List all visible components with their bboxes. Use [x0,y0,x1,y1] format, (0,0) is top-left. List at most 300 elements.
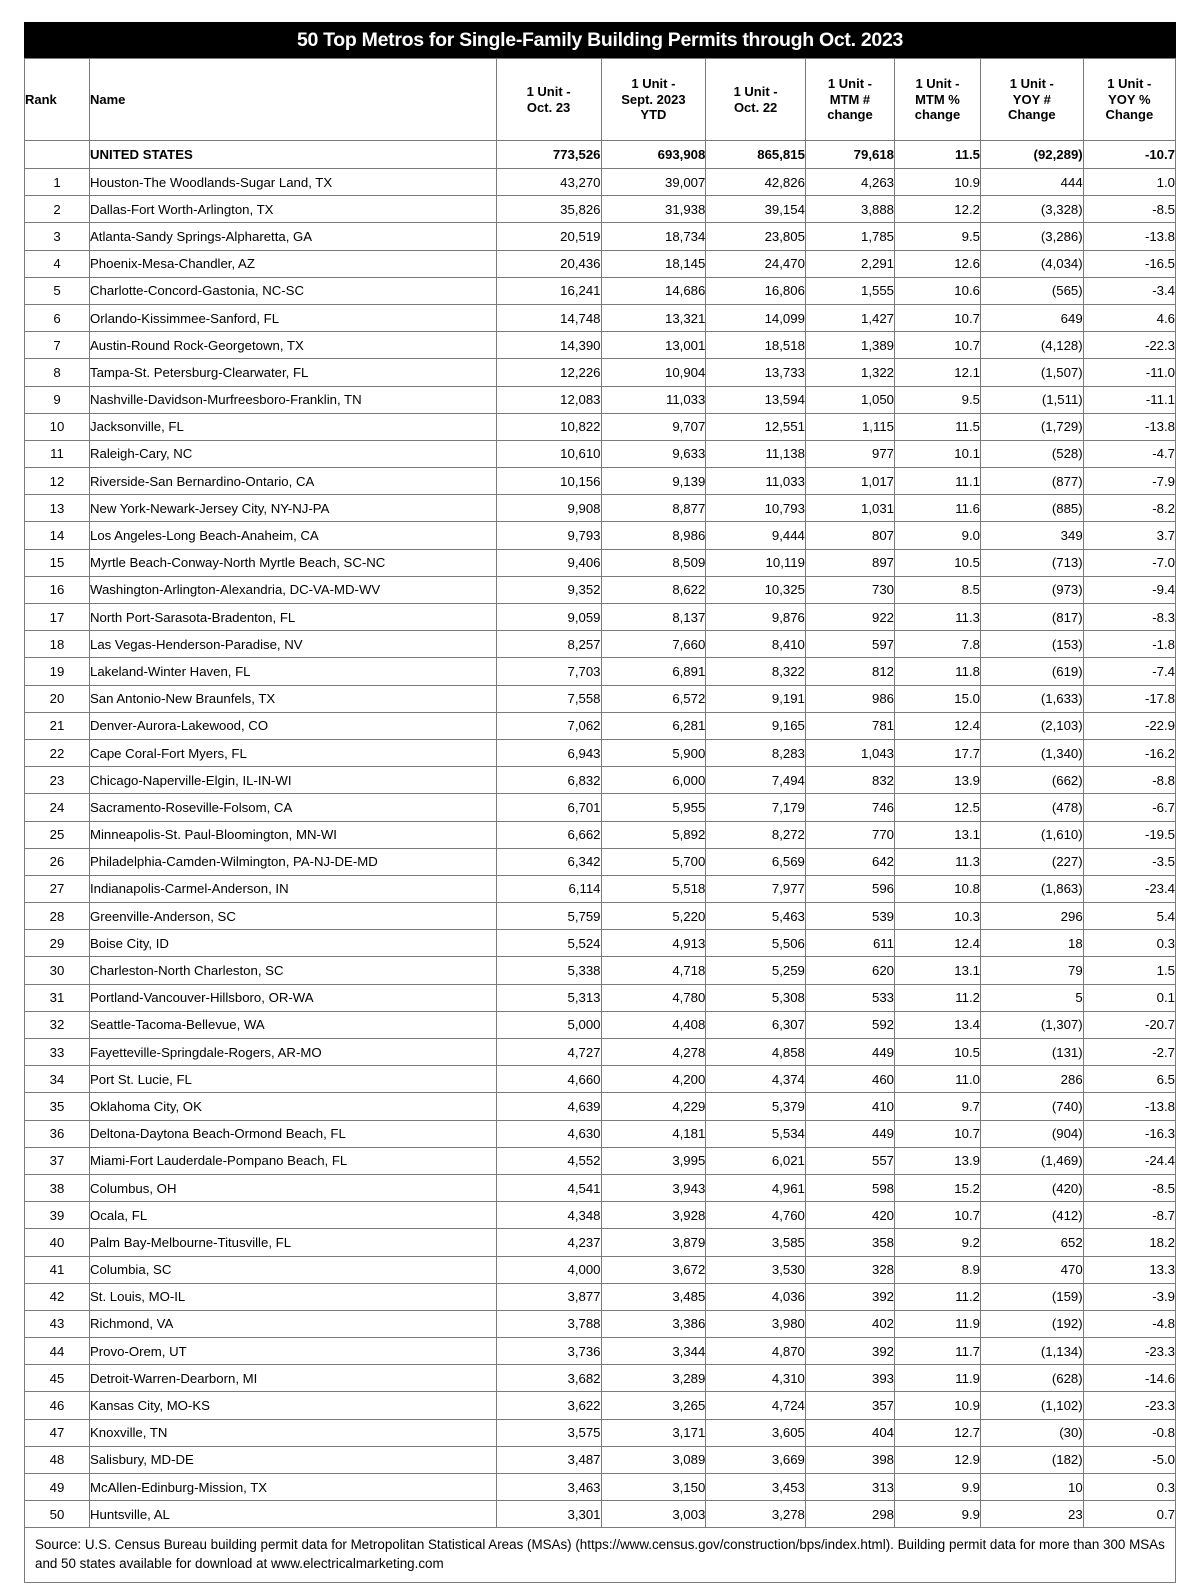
cell-ytd: 39,007 [601,169,706,196]
table-row[interactable] [25,739,1176,766]
header-mtm-num-line-3: change [827,107,873,123]
cell-yoy-num: (192) [980,1310,1083,1337]
header-mtm-pct-line-2: MTM % [915,91,960,107]
cell-oct22: 9,165 [706,712,806,739]
cell-ytd: 4,718 [601,957,706,984]
table-row[interactable] [25,1501,1176,1528]
cell-yoy-num: 10 [980,1474,1083,1501]
cell-yoy-num: (1,307) [980,1011,1083,1038]
cell-name: UNITED STATES [89,141,496,169]
cell-ytd: 10,904 [601,359,706,386]
cell-oct23: 6,701 [496,794,601,821]
cell-name: Dallas-Fort Worth-Arlington, TX [89,196,496,223]
cell-rank: 29 [25,930,90,957]
cell-oct22: 23,805 [706,223,806,250]
table-row[interactable] [25,957,1176,984]
cell-yoy-num: 349 [980,522,1083,549]
table-row-total[interactable] [25,141,1176,169]
cell-mtm-num: 4,263 [805,169,894,196]
cell-yoy-num: (1,511) [980,386,1083,413]
cell-yoy-pct: -8.3 [1083,604,1175,631]
cell-ytd: 6,572 [601,685,706,712]
cell-mtm-num: 807 [805,522,894,549]
cell-oct23: 16,241 [496,277,601,304]
cell-name: Kansas City, MO-KS [89,1392,496,1419]
cell-rank: 6 [25,304,90,331]
cell-ytd: 9,139 [601,468,706,495]
table-row[interactable] [25,1120,1176,1147]
cell-oct22: 9,444 [706,522,806,549]
cell-oct23: 9,352 [496,576,601,603]
table-row[interactable] [25,1066,1176,1093]
cell-mtm-pct: 8.9 [895,1256,981,1283]
cell-mtm-num: 611 [805,930,894,957]
cell-yoy-num: (817) [980,604,1083,631]
cell-oct22: 11,138 [706,440,806,467]
cell-rank: 41 [25,1256,90,1283]
cell-rank: 18 [25,631,90,658]
table-row[interactable] [25,1419,1176,1446]
cell-mtm-pct: 9.0 [895,522,981,549]
table-row[interactable] [25,712,1176,739]
cell-mtm-num: 357 [805,1392,894,1419]
cell-oct22: 3,980 [706,1310,806,1337]
header-mtm-pct-line-1: 1 Unit - [915,76,960,92]
cell-ytd: 3,485 [601,1283,706,1310]
cell-rank: 27 [25,875,90,902]
column-header-ytd[interactable] [601,59,706,141]
cell-mtm-pct: 11.7 [895,1338,981,1365]
table-row[interactable] [25,1283,1176,1310]
cell-ytd: 5,892 [601,821,706,848]
cell-oct23: 9,793 [496,522,601,549]
cell-oct22: 5,534 [706,1120,806,1147]
cell-mtm-num: 730 [805,576,894,603]
cell-mtm-pct: 9.9 [895,1501,981,1528]
cell-mtm-num: 460 [805,1066,894,1093]
cell-oct23: 6,662 [496,821,601,848]
table-row[interactable] [25,223,1176,250]
cell-oct22: 6,021 [706,1147,806,1174]
cell-ytd: 14,686 [601,277,706,304]
table-row[interactable] [25,767,1176,794]
header-oct23-line-1: 1 Unit - [526,84,571,99]
cell-name: Charlotte-Concord-Gastonia, NC-SC [89,277,496,304]
table-row[interactable] [25,1011,1176,1038]
cell-oct23: 4,000 [496,1256,601,1283]
table-row[interactable] [25,930,1176,957]
cell-yoy-num: (1,340) [980,739,1083,766]
column-header-rank[interactable] [25,59,90,141]
cell-rank: 1 [25,169,90,196]
cell-name: Tampa-St. Petersburg-Clearwater, FL [89,359,496,386]
table-row[interactable] [25,1392,1176,1419]
cell-yoy-pct: -3.9 [1083,1283,1175,1310]
header-ytd-line-3: YTD [640,107,667,123]
header-oct22-line-1: 1 Unit - [733,84,778,99]
cell-rank: 2 [25,196,90,223]
cell-oct22: 16,806 [706,277,806,304]
cell-oct23: 3,301 [496,1501,601,1528]
cell-yoy-pct: 0.3 [1083,1474,1175,1501]
cell-name: Austin-Round Rock-Georgetown, TX [89,332,496,359]
table-row[interactable] [25,685,1176,712]
cell-oct22: 24,470 [706,250,806,277]
cell-oct23: 10,156 [496,468,601,495]
cell-mtm-num: 1,555 [805,277,894,304]
cell-yoy-pct: -22.9 [1083,712,1175,739]
cell-yoy-pct: -22.3 [1083,332,1175,359]
cell-oct22: 10,325 [706,576,806,603]
cell-mtm-num: 1,427 [805,304,894,331]
table-row[interactable] [25,631,1176,658]
cell-mtm-num: 420 [805,1202,894,1229]
cell-yoy-num: (1,507) [980,359,1083,386]
cell-yoy-num: (4,034) [980,250,1083,277]
cell-ytd: 7,660 [601,631,706,658]
cell-yoy-pct: 6.5 [1083,1066,1175,1093]
table-row[interactable] [25,549,1176,576]
table-row[interactable] [25,821,1176,848]
header-yoy-num-line-1: 1 Unit - [1009,76,1054,92]
cell-oct22: 865,815 [706,141,806,169]
header-yoy-pct-line-1: 1 Unit - [1107,76,1152,92]
table-header [25,59,1176,141]
cell-name: Seattle-Tacoma-Bellevue, WA [89,1011,496,1038]
cell-mtm-num: 1,031 [805,495,894,522]
column-header-oct22[interactable] [706,59,806,141]
cell-ytd: 6,281 [601,712,706,739]
table-row[interactable] [25,1256,1176,1283]
cell-name: Ocala, FL [89,1202,496,1229]
cell-oct22: 7,179 [706,794,806,821]
cell-ytd: 3,386 [601,1310,706,1337]
cell-ytd: 18,734 [601,223,706,250]
cell-yoy-num: (528) [980,440,1083,467]
cell-name: St. Louis, MO-IL [89,1283,496,1310]
cell-yoy-num: (662) [980,767,1083,794]
cell-rank: 11 [25,440,90,467]
column-header-name[interactable] [89,59,496,141]
cell-yoy-num: 79 [980,957,1083,984]
cell-yoy-pct: 18.2 [1083,1229,1175,1256]
cell-mtm-num: 746 [805,794,894,821]
table-row[interactable] [25,1229,1176,1256]
cell-yoy-num: 296 [980,903,1083,930]
cell-yoy-pct: -8.5 [1083,196,1175,223]
cell-mtm-pct: 9.9 [895,1474,981,1501]
cell-oct23: 20,519 [496,223,601,250]
cell-yoy-num: (565) [980,277,1083,304]
cell-yoy-num: (619) [980,658,1083,685]
cell-oct22: 13,594 [706,386,806,413]
cell-mtm-num: 533 [805,984,894,1011]
cell-oct22: 5,308 [706,984,806,1011]
cell-yoy-pct: -10.7 [1083,141,1175,169]
cell-rank: 8 [25,359,90,386]
cell-mtm-num: 557 [805,1147,894,1174]
cell-mtm-num: 642 [805,848,894,875]
cell-ytd: 3,171 [601,1419,706,1446]
cell-name: Deltona-Daytona Beach-Ormond Beach, FL [89,1120,496,1147]
cell-oct23: 5,000 [496,1011,601,1038]
cell-name: Lakeland-Winter Haven, FL [89,658,496,685]
cell-oct22: 3,669 [706,1446,806,1473]
cell-yoy-pct: -9.4 [1083,576,1175,603]
cell-oct22: 4,858 [706,1039,806,1066]
cell-ytd: 9,707 [601,413,706,440]
cell-yoy-pct: 13.3 [1083,1256,1175,1283]
cell-mtm-num: 897 [805,549,894,576]
cell-oct23: 3,622 [496,1392,601,1419]
cell-rank: 26 [25,848,90,875]
cell-mtm-num: 393 [805,1365,894,1392]
cell-ytd: 3,344 [601,1338,706,1365]
cell-mtm-pct: 11.9 [895,1365,981,1392]
header-mtm-num-line-1: 1 Unit - [827,76,872,92]
table-row[interactable] [25,1338,1176,1365]
cell-ytd: 8,877 [601,495,706,522]
table-row[interactable] [25,576,1176,603]
cell-mtm-pct: 10.7 [895,332,981,359]
cell-oct23: 3,736 [496,1338,601,1365]
cell-mtm-num: 1,017 [805,468,894,495]
cell-yoy-num: 470 [980,1256,1083,1283]
cell-rank: 36 [25,1120,90,1147]
table-body [25,141,1176,1528]
cell-yoy-pct: -19.5 [1083,821,1175,848]
cell-name: Nashville-Davidson-Murfreesboro-Franklin, TN [89,386,496,413]
header-name-line-1: Name [89,91,126,107]
cell-rank: 40 [25,1229,90,1256]
column-header-yoy-pct[interactable] [1083,59,1175,141]
table-row[interactable] [25,413,1176,440]
cell-ytd: 3,265 [601,1392,706,1419]
cell-oct23: 3,463 [496,1474,601,1501]
cell-oct22: 42,826 [706,169,806,196]
cell-ytd: 3,289 [601,1365,706,1392]
table-row[interactable] [25,1446,1176,1473]
cell-yoy-num: 18 [980,930,1083,957]
cell-ytd: 18,145 [601,250,706,277]
header-oct23-line-2: Oct. 23 [526,99,571,115]
header-rank-line-1: Rank [25,91,57,107]
table-row[interactable] [25,169,1176,196]
cell-mtm-pct: 11.2 [895,984,981,1011]
cell-name: Philadelphia-Camden-Wilmington, PA-NJ-DE-MD [89,848,496,875]
cell-oct22: 5,379 [706,1093,806,1120]
cell-yoy-num: (885) [980,495,1083,522]
cell-yoy-pct: -24.4 [1083,1147,1175,1174]
table-row[interactable] [25,495,1176,522]
cell-ytd: 6,000 [601,767,706,794]
cell-oct22: 5,463 [706,903,806,930]
cell-rank: 46 [25,1392,90,1419]
cell-rank: 22 [25,739,90,766]
cell-mtm-num: 358 [805,1229,894,1256]
cell-oct22: 9,191 [706,685,806,712]
table-row[interactable] [25,875,1176,902]
header-yoy-pct-line-2: YOY % [1108,91,1151,107]
cell-mtm-num: 449 [805,1120,894,1147]
table-row[interactable] [25,1093,1176,1120]
cell-name: Greenville-Anderson, SC [89,903,496,930]
table-row[interactable] [25,984,1176,1011]
cell-mtm-num: 1,043 [805,739,894,766]
cell-oct22: 8,322 [706,658,806,685]
cell-yoy-pct: 0.3 [1083,930,1175,957]
cell-ytd: 4,229 [601,1093,706,1120]
cell-name: Palm Bay-Melbourne-Titusville, FL [89,1229,496,1256]
cell-mtm-pct: 9.5 [895,386,981,413]
table-row[interactable] [25,1202,1176,1229]
column-header-mtm-num[interactable] [805,59,894,141]
cell-oct22: 14,099 [706,304,806,331]
cell-yoy-num: (227) [980,848,1083,875]
cell-yoy-pct: -8.5 [1083,1174,1175,1201]
cell-mtm-pct: 7.8 [895,631,981,658]
cell-oct23: 6,114 [496,875,601,902]
cell-oct23: 4,660 [496,1066,601,1093]
cell-rank: 17 [25,604,90,631]
table-row[interactable] [25,196,1176,223]
table-row[interactable] [25,1365,1176,1392]
cell-ytd: 4,408 [601,1011,706,1038]
table-row[interactable] [25,1174,1176,1201]
cell-mtm-pct: 13.1 [895,821,981,848]
cell-mtm-num: 781 [805,712,894,739]
table-row[interactable] [25,250,1176,277]
cell-mtm-pct: 12.5 [895,794,981,821]
cell-ytd: 6,891 [601,658,706,685]
cell-mtm-pct: 13.1 [895,957,981,984]
cell-yoy-num: (131) [980,1039,1083,1066]
cell-mtm-pct: 15.0 [895,685,981,712]
cell-ytd: 4,780 [601,984,706,1011]
table-row[interactable] [25,1147,1176,1174]
cell-name: Knoxville, TN [89,1419,496,1446]
cell-oct23: 4,552 [496,1147,601,1174]
cell-mtm-num: 812 [805,658,894,685]
table-row[interactable] [25,848,1176,875]
cell-mtm-num: 596 [805,875,894,902]
cell-yoy-num: 649 [980,304,1083,331]
cell-ytd: 5,700 [601,848,706,875]
cell-yoy-pct: -14.6 [1083,1365,1175,1392]
table-row[interactable] [25,903,1176,930]
cell-mtm-num: 1,785 [805,223,894,250]
cell-oct22: 7,977 [706,875,806,902]
cell-oct22: 3,605 [706,1419,806,1446]
table-row[interactable] [25,468,1176,495]
cell-name: McAllen-Edinburg-Mission, TX [89,1474,496,1501]
cell-ytd: 13,321 [601,304,706,331]
cell-yoy-pct: 1.5 [1083,957,1175,984]
cell-mtm-pct: 11.1 [895,468,981,495]
cell-yoy-pct: 1.0 [1083,169,1175,196]
table-row[interactable] [25,332,1176,359]
cell-yoy-pct: -3.5 [1083,848,1175,875]
cell-oct23: 4,630 [496,1120,601,1147]
table-row[interactable] [25,304,1176,331]
cell-oct22: 8,272 [706,821,806,848]
table-row[interactable] [25,277,1176,304]
cell-name: Washington-Arlington-Alexandria, DC-VA-MD-WV [89,576,496,603]
table-row[interactable] [25,440,1176,467]
cell-yoy-pct: -5.0 [1083,1446,1175,1473]
table-row[interactable] [25,359,1176,386]
cell-mtm-pct: 12.2 [895,196,981,223]
cell-mtm-pct: 11.5 [895,141,981,169]
cell-yoy-pct: -7.9 [1083,468,1175,495]
cell-oct22: 9,876 [706,604,806,631]
cell-yoy-pct: -8.7 [1083,1202,1175,1229]
cell-yoy-pct: -13.8 [1083,223,1175,250]
cell-yoy-pct: -16.2 [1083,739,1175,766]
cell-ytd: 9,633 [601,440,706,467]
cell-mtm-num: 770 [805,821,894,848]
cell-yoy-pct: 3.7 [1083,522,1175,549]
cell-mtm-pct: 9.5 [895,223,981,250]
table-row[interactable] [25,604,1176,631]
header-ytd-line-2: Sept. 2023 [621,91,686,107]
column-header-mtm-pct[interactable] [895,59,981,141]
cell-oct22: 4,870 [706,1338,806,1365]
cell-oct23: 9,406 [496,549,601,576]
cell-yoy-num: 652 [980,1229,1083,1256]
cell-rank: 21 [25,712,90,739]
header-yoy-num-line-2: YOY # [1012,91,1051,107]
cell-rank: 38 [25,1174,90,1201]
cell-yoy-pct: -23.4 [1083,875,1175,902]
cell-ytd: 11,033 [601,386,706,413]
table-row[interactable] [25,522,1176,549]
header-oct22-line-2: Oct. 22 [733,99,778,115]
cell-mtm-pct: 9.7 [895,1093,981,1120]
table-row[interactable] [25,794,1176,821]
cell-mtm-num: 832 [805,767,894,794]
cell-rank: 25 [25,821,90,848]
cell-ytd: 3,943 [601,1174,706,1201]
cell-rank: 4 [25,250,90,277]
table-row[interactable] [25,1310,1176,1337]
cell-oct23: 4,639 [496,1093,601,1120]
cell-oct23: 5,524 [496,930,601,957]
table-row[interactable] [25,1474,1176,1501]
cell-mtm-pct: 10.1 [895,440,981,467]
cell-name: Phoenix-Mesa-Chandler, AZ [89,250,496,277]
table-row[interactable] [25,1039,1176,1066]
column-header-yoy-num[interactable] [980,59,1083,141]
cell-name: Detroit-Warren-Dearborn, MI [89,1365,496,1392]
cell-mtm-pct: 9.2 [895,1229,981,1256]
cell-yoy-pct: -3.4 [1083,277,1175,304]
cell-oct23: 9,908 [496,495,601,522]
table-row[interactable] [25,386,1176,413]
cell-yoy-num: (159) [980,1283,1083,1310]
cell-oct22: 4,036 [706,1283,806,1310]
cell-rank: 32 [25,1011,90,1038]
cell-oct23: 4,541 [496,1174,601,1201]
cell-ytd: 8,509 [601,549,706,576]
cell-mtm-num: 298 [805,1501,894,1528]
cell-rank: 30 [25,957,90,984]
cell-yoy-pct: -16.5 [1083,250,1175,277]
column-header-oct23[interactable] [496,59,601,141]
cell-yoy-num: (973) [980,576,1083,603]
table-row[interactable] [25,658,1176,685]
cell-ytd: 8,622 [601,576,706,603]
